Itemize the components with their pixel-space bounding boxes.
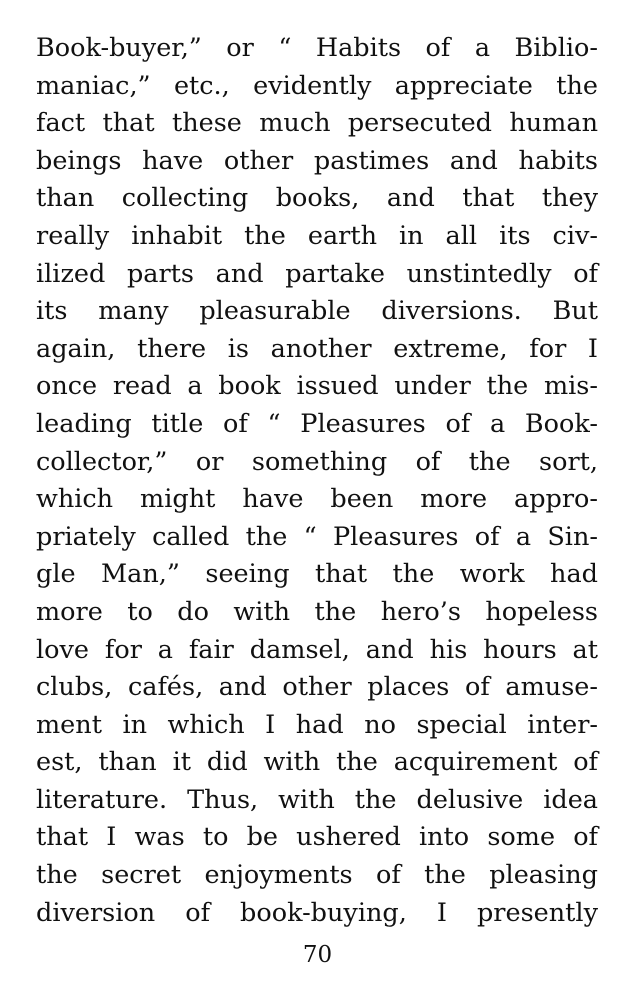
text-line: leading title of “ Pleasures of a Book-: [36, 408, 598, 439]
text-line: really inhabit the earth in all its civ-: [36, 220, 598, 251]
text-line: ment in which I had no special inter-: [36, 709, 598, 740]
text-line: which might have been more appro-: [36, 484, 598, 515]
text-line: its many pleasurable diversions. But: [36, 296, 598, 327]
text-line: maniac,” etc., evidently appreciate the: [36, 70, 598, 101]
text-line: collector,” or something of the sort,: [36, 446, 598, 477]
text-line: gle Man,” seeing that the work had: [36, 559, 598, 590]
text-line: love for a fair damsel, and his hours at: [36, 634, 598, 665]
text-line: Book-buyer,” or “ Habits of a Biblio-: [36, 33, 598, 63]
text-line: fact that these much persecuted human: [36, 108, 598, 139]
text-line: priately called the “ Pleasures of a Sin-: [36, 521, 598, 552]
text-line: clubs, cafés, and other places of amuse-: [36, 672, 598, 703]
page-number: 70: [302, 942, 333, 968]
body-text: [36, 30, 598, 932]
text-line: the secret enjoyments of the pleasing: [36, 860, 598, 891]
text-line: more to do with the hero’s hopeless: [36, 596, 598, 627]
text-line: beings have other pastimes and habits: [36, 145, 598, 176]
text-line: that I was to be ushered into some of: [36, 822, 598, 853]
text-line: ilized parts and partake unstintedly of: [36, 258, 598, 289]
text-line: once read a book issued under the mis-: [36, 371, 598, 402]
text-line: again, there is another extreme, for I: [36, 333, 598, 364]
text-line: literature. Thus, with the delusive idea: [36, 784, 598, 815]
text-line: diversion of book-buying, I presently: [36, 897, 598, 928]
text-line: est, than it did with the acquirement of: [36, 747, 598, 778]
text-line: than collecting books, and that they: [36, 183, 598, 214]
